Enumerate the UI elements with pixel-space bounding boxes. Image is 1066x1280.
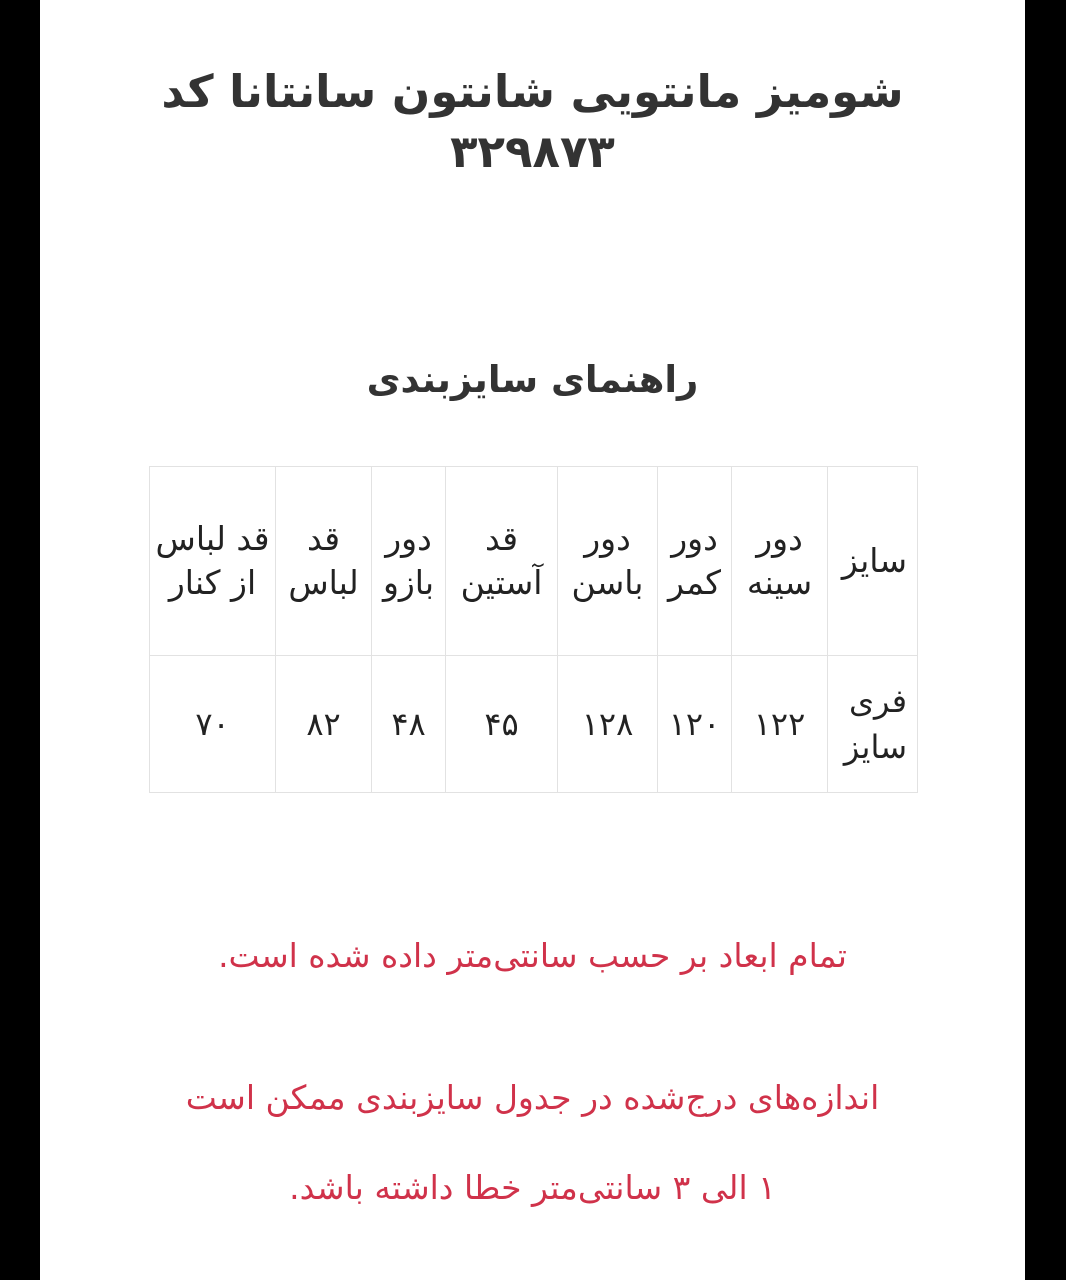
tolerance-note-line-2: ۱ الی ۳ سانتی‌متر خطا داشته باشد.: [289, 1168, 776, 1207]
cell-hip: ۱۲۸: [558, 656, 658, 793]
product-title-line-2: ۳۲۹۸۷۳: [450, 125, 615, 178]
table-row: [150, 656, 918, 793]
header-arm: دور بازو: [372, 467, 446, 656]
table-header-row: [150, 467, 918, 656]
cell-arm: ۴۸: [372, 656, 446, 793]
header-side-length: قد لباس از کنار: [150, 467, 276, 656]
product-title-line-1: شومیز مانتویی شانتون سانتانا کد: [161, 65, 904, 118]
units-note: تمام ابعاد بر حسب سانتی‌متر داده شده است.: [218, 936, 847, 975]
cell-dress-length: ۸۲: [276, 656, 372, 793]
header-waist: دور کمر: [658, 467, 732, 656]
header-size: سایز: [828, 467, 918, 656]
product-title: [100, 62, 965, 182]
header-hip: دور باسن: [558, 467, 658, 656]
header-dress-length: قد لباس: [276, 467, 372, 656]
cell-sleeve-length: ۴۵: [446, 656, 558, 793]
cell-side-length: ۷۰: [150, 656, 276, 793]
size-guide-table: [149, 466, 918, 793]
header-sleeve-length: قد آستین: [446, 467, 558, 656]
cell-waist: ۱۲۰: [658, 656, 732, 793]
tolerance-note-line-1: اندازه‌های درج‌شده در جدول سایزبندی ممکن است: [185, 1078, 880, 1117]
header-chest: دور سینه: [732, 467, 828, 656]
product-page: [40, 0, 1025, 1280]
size-guide-heading: راهنمای سایزبندی: [366, 358, 699, 401]
cell-size: فری سایز: [828, 656, 918, 793]
cell-chest: ۱۲۲: [732, 656, 828, 793]
